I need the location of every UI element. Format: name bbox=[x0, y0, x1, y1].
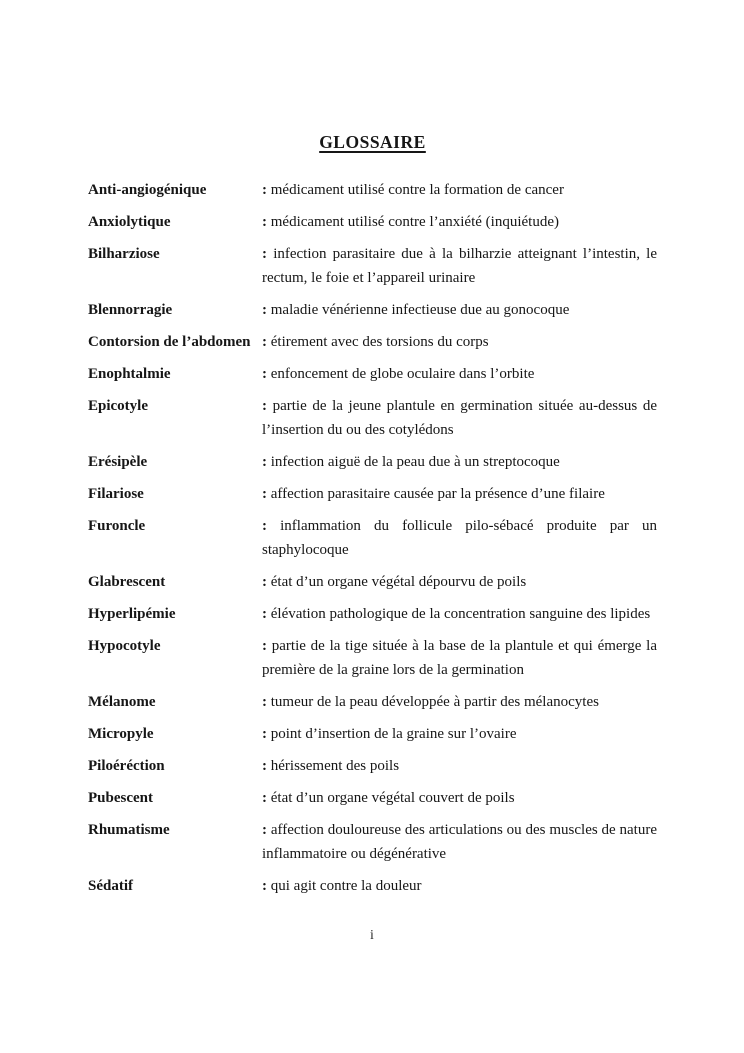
definition-colon: : bbox=[262, 822, 267, 838]
definition-colon: : bbox=[262, 302, 267, 318]
glossary-definition-text: infection parasitaire due à la bilharzie atteignant l’intestin, le rectum, le foie et l’appareil urinaire bbox=[262, 246, 658, 286]
glossary-entry bbox=[88, 482, 657, 506]
definition-colon: : bbox=[262, 334, 267, 350]
glossary-entry bbox=[88, 754, 657, 778]
glossary-term: Contorsion de l’abdomen bbox=[88, 334, 251, 350]
glossary-term: Furoncle bbox=[88, 518, 146, 534]
page-number: i bbox=[370, 928, 374, 943]
glossary-definition-text: qui agit contre la douleur bbox=[270, 878, 422, 894]
glossary-entry bbox=[88, 818, 657, 866]
glossary-definition bbox=[262, 394, 657, 442]
glossary-definition-text: élévation pathologique de la concentration sanguine des lipides bbox=[270, 606, 651, 622]
definition-colon: : bbox=[262, 182, 267, 198]
glossary-definition bbox=[262, 634, 657, 682]
definition-colon: : bbox=[262, 366, 267, 382]
glossary-definition-text: hérissement des poils bbox=[270, 758, 400, 774]
glossary-definition-text: enfoncement de globe oculaire dans l’orbite bbox=[270, 366, 535, 382]
glossary-term: Bilharziose bbox=[88, 246, 160, 262]
glossary-term: Pubescent bbox=[88, 790, 153, 806]
glossary-definition-text: médicament utilisé contre l’anxiété (inquiétude) bbox=[270, 214, 559, 230]
glossary-term: Mélanome bbox=[88, 694, 156, 710]
glossary-definition bbox=[262, 450, 657, 474]
definition-colon: : bbox=[262, 790, 267, 806]
glossary-entry bbox=[88, 330, 657, 354]
glossary-definition bbox=[262, 242, 657, 290]
glossary-term: Epicotyle bbox=[88, 398, 148, 414]
glossary-term: Enophtalmie bbox=[88, 366, 171, 382]
page-title bbox=[88, 132, 657, 153]
glossary-entry bbox=[88, 722, 657, 746]
definition-colon: : bbox=[262, 606, 267, 622]
glossary-definition bbox=[262, 298, 657, 322]
glossary-term: Piloéréction bbox=[88, 758, 165, 774]
glossary-definition-text: affection parasitaire causée par la présence d’une filaire bbox=[270, 486, 605, 502]
glossary-definition bbox=[262, 754, 657, 778]
glossary-term: Hyperlipémie bbox=[88, 606, 176, 622]
glossary-definition-text: inflammation du follicule pilo-sébacé produite par un staphylocoque bbox=[262, 518, 657, 558]
glossary-definition bbox=[262, 210, 657, 234]
glossary-term: Erésipèle bbox=[88, 454, 148, 470]
page-title-text: GLOSSAIRE bbox=[319, 132, 426, 152]
glossary-definition bbox=[262, 570, 657, 594]
glossary-definition-text: état d’un organe végétal dépourvu de poils bbox=[270, 574, 527, 590]
glossary-entry bbox=[88, 602, 657, 626]
glossary-definition-text: tumeur de la peau développée à partir des mélanocytes bbox=[270, 694, 599, 710]
glossary-term: Anti-angiogénique bbox=[88, 182, 207, 198]
glossary-entry bbox=[88, 514, 657, 562]
definition-colon: : bbox=[262, 758, 267, 774]
glossary-list bbox=[88, 178, 657, 898]
glossary-entry bbox=[88, 242, 657, 290]
glossary-definition-text: partie de la jeune plantule en germination située au-dessus de l’insertion du ou des cotylédons bbox=[262, 398, 658, 438]
glossary-definition bbox=[262, 874, 657, 898]
glossary-definition bbox=[262, 818, 657, 866]
glossary-definition bbox=[262, 786, 657, 810]
glossary-term: Rhumatisme bbox=[88, 822, 170, 838]
glossary-definition-text: état d’un organe végétal couvert de poils bbox=[270, 790, 515, 806]
glossary-definition bbox=[262, 722, 657, 746]
definition-colon: : bbox=[262, 246, 267, 262]
glossary-definition bbox=[262, 690, 657, 714]
glossary-entry bbox=[88, 570, 657, 594]
glossary-definition-text: médicament utilisé contre la formation de cancer bbox=[270, 182, 564, 198]
glossary-entry bbox=[88, 394, 657, 442]
glossary-entry bbox=[88, 210, 657, 234]
glossary-definition bbox=[262, 330, 657, 354]
glossary-definition-text: partie de la tige située à la base de la plantule et qui émerge la première de la graine lors de la germination bbox=[262, 638, 658, 678]
glossary-definition-text: maladie vénérienne infectieuse due au gonocoque bbox=[270, 302, 570, 318]
glossary-entry bbox=[88, 786, 657, 810]
glossary-definition bbox=[262, 178, 657, 202]
glossary-definition-text: infection aiguë de la peau due à un streptocoque bbox=[270, 454, 560, 470]
definition-colon: : bbox=[262, 726, 267, 742]
glossary-entry bbox=[88, 690, 657, 714]
glossary-entry bbox=[88, 874, 657, 898]
glossary-entry bbox=[88, 362, 657, 386]
glossary-term: Glabrescent bbox=[88, 574, 166, 590]
glossary-definition-text: étirement avec des torsions du corps bbox=[270, 334, 489, 350]
glossary-term: Blennorragie bbox=[88, 302, 173, 318]
glossary-definition bbox=[262, 602, 657, 626]
glossary-term: Filariose bbox=[88, 486, 144, 502]
glossary-definition-text: point d’insertion de la graine sur l’ovaire bbox=[270, 726, 517, 742]
glossary-term: Sédatif bbox=[88, 878, 133, 894]
glossary-entry bbox=[88, 450, 657, 474]
definition-colon: : bbox=[262, 518, 267, 534]
glossary-definition bbox=[262, 362, 657, 386]
glossary-entry bbox=[88, 178, 657, 202]
glossary-entry bbox=[88, 634, 657, 682]
definition-colon: : bbox=[262, 486, 267, 502]
definition-colon: : bbox=[262, 214, 267, 230]
glossary-definition bbox=[262, 482, 657, 506]
definition-colon: : bbox=[262, 398, 267, 414]
glossary-definition bbox=[262, 514, 657, 562]
definition-colon: : bbox=[262, 454, 267, 470]
glossary-definition-text: affection douloureuse des articulations ou des muscles de nature inflammatoire ou dégénérative bbox=[262, 822, 658, 862]
definition-colon: : bbox=[262, 574, 267, 590]
glossary-term: Hypocotyle bbox=[88, 638, 161, 654]
glossary-term: Micropyle bbox=[88, 726, 154, 742]
glossary-entry bbox=[88, 298, 657, 322]
glossary-term: Anxiolytique bbox=[88, 214, 171, 230]
definition-colon: : bbox=[262, 878, 267, 894]
definition-colon: : bbox=[262, 694, 267, 710]
definition-colon: : bbox=[262, 638, 267, 654]
